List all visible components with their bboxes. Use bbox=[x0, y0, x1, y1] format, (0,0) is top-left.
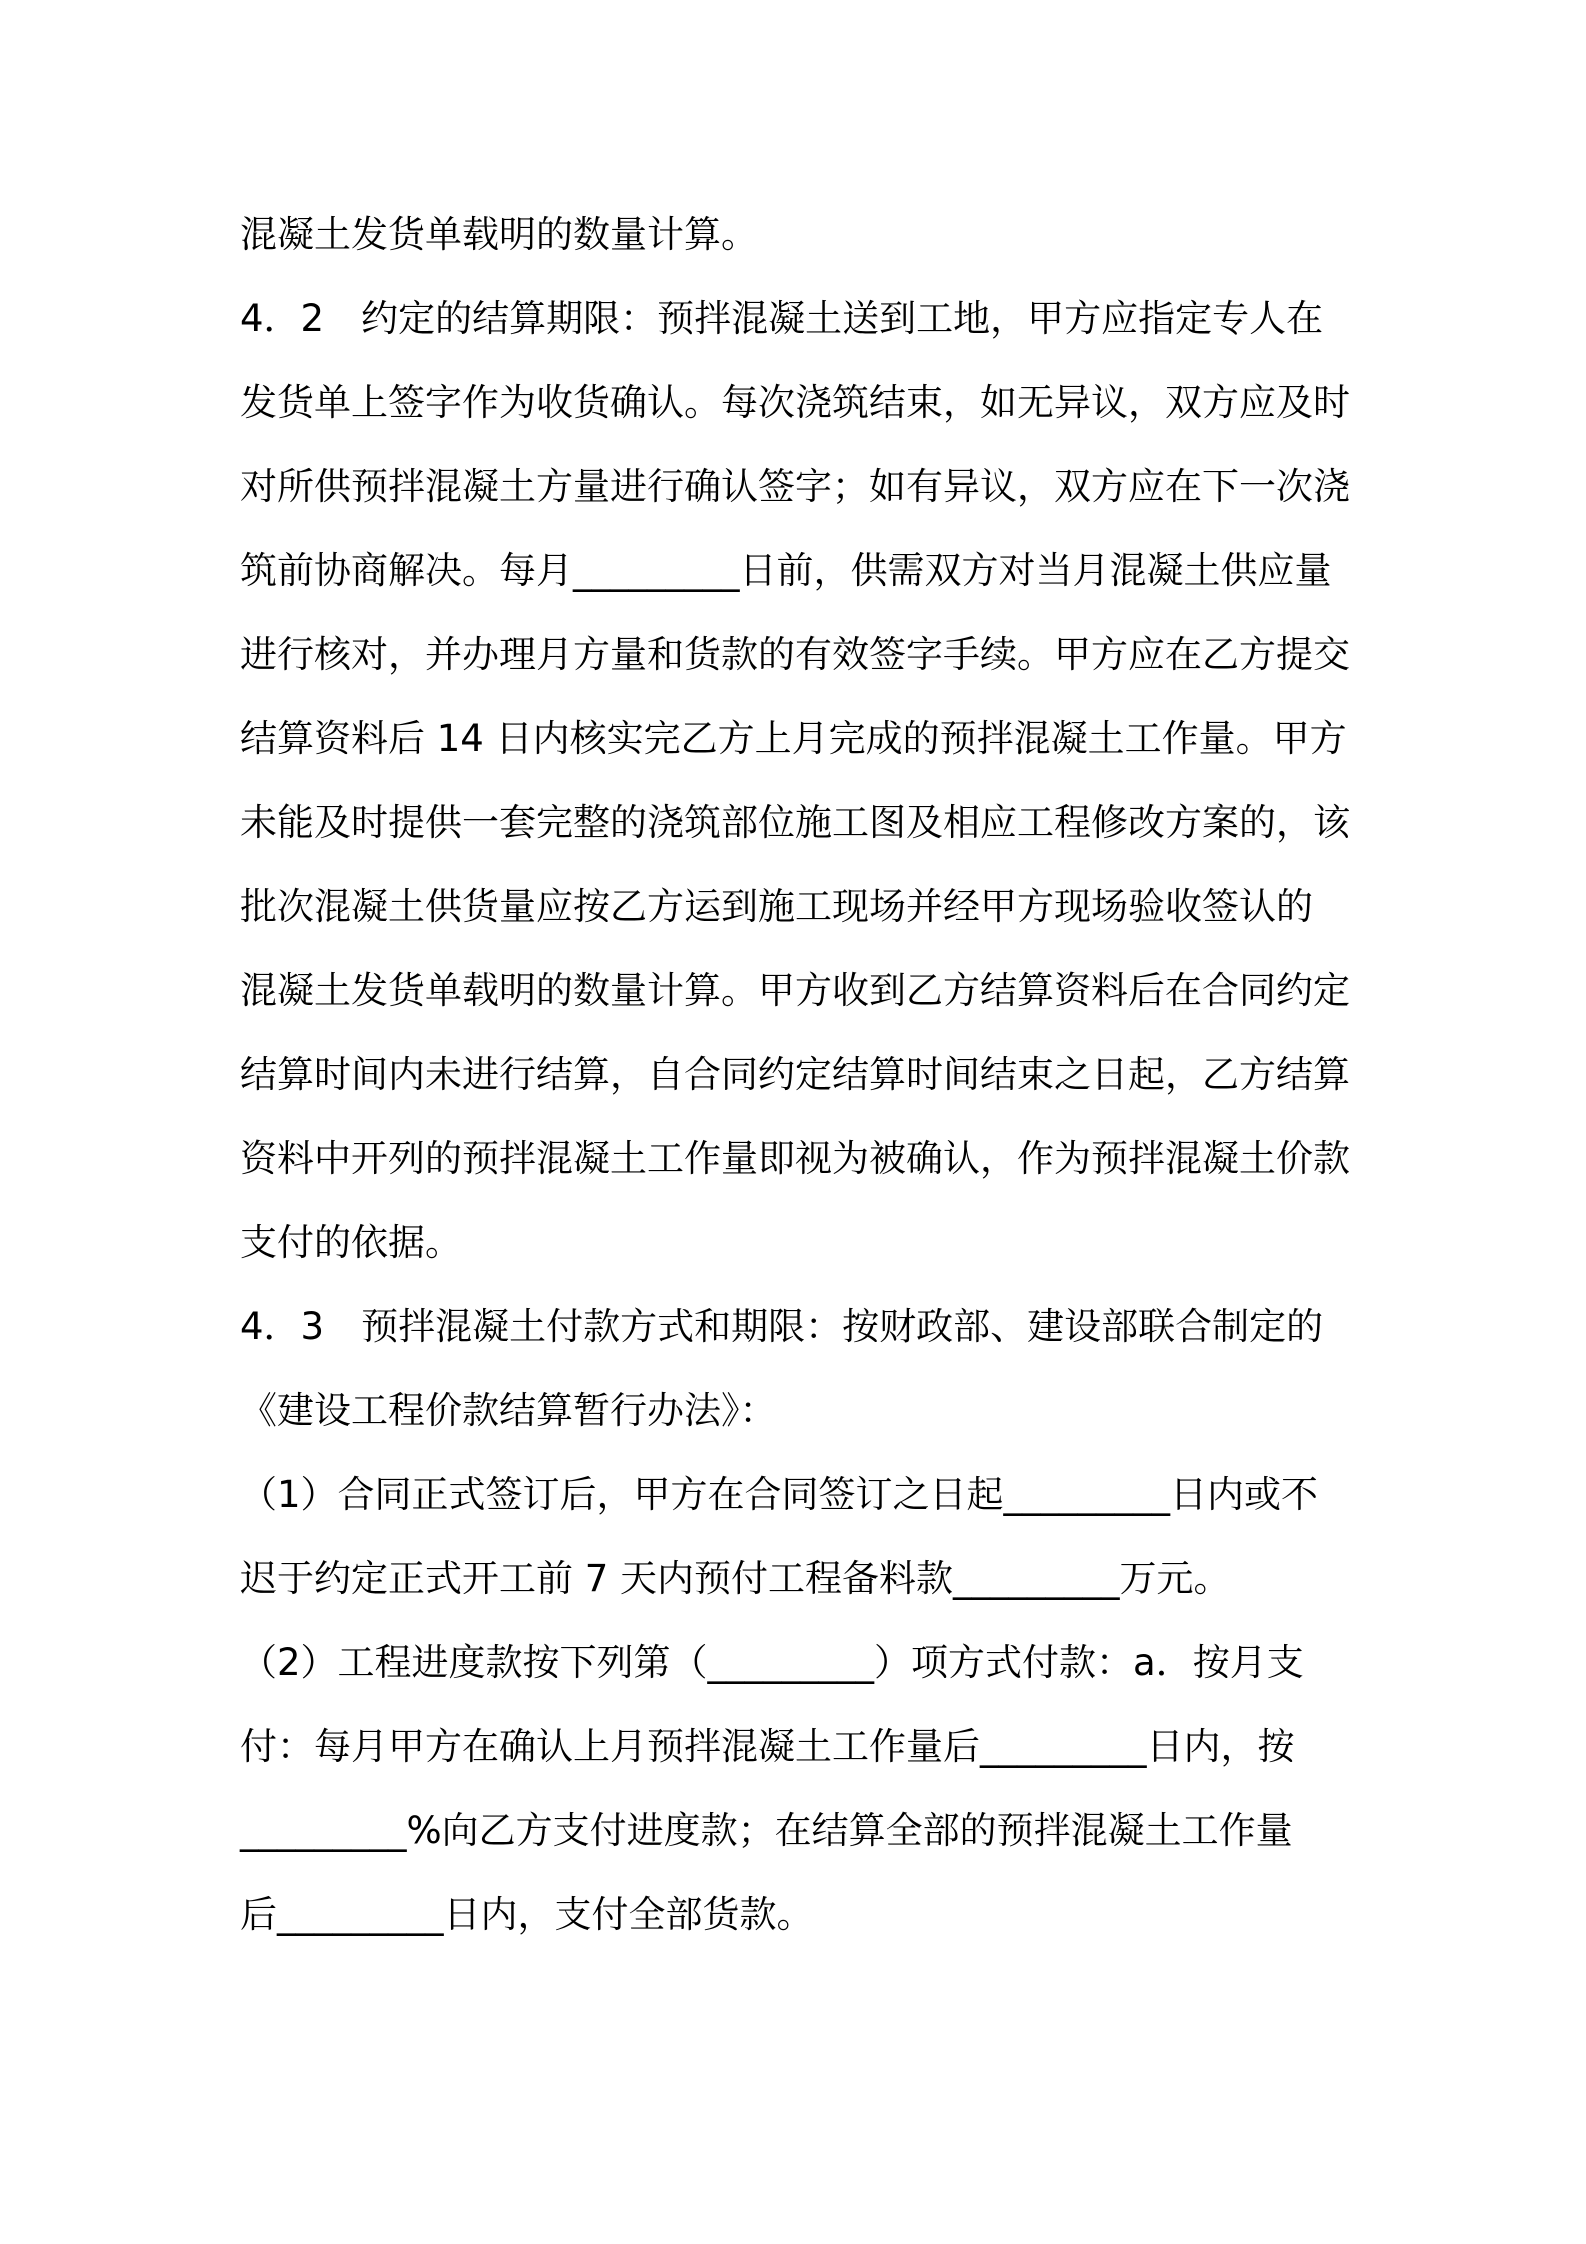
text-line: _________%向乙方支付进度款；在结算全部的预拌混凝土工作量 bbox=[240, 1809, 1293, 1852]
item-1-line: （1）合同正式签订后，甲方在合同签订之日起_________日内或不 bbox=[240, 1473, 1319, 1516]
text-line: 结算时间内未进行结算，自合同约定结算时间结束之日起，乙方结算 bbox=[240, 1053, 1350, 1096]
text-line: 《建设工程价款结算暂行办法》： bbox=[240, 1389, 777, 1432]
text-line: 批次混凝土供货量应按乙方运到施工现场并经甲方现场验收签认的 bbox=[240, 885, 1313, 928]
text-line: 混凝土发货单载明的数量计算。 bbox=[240, 213, 758, 256]
text-line: 混凝土发货单载明的数量计算。甲方收到乙方结算资料后在合同约定 bbox=[240, 969, 1350, 1012]
text-line: 支付的依据。 bbox=[240, 1221, 462, 1264]
text-line: 付：每月甲方在确认上月预拌混凝土工作量后_________日内，按 bbox=[240, 1725, 1295, 1768]
text-line: 筑前协商解决。每月_________日前，供需双方对当月混凝土供应量 bbox=[240, 549, 1332, 592]
text-line: 发货单上签字作为收货确认。每次浇筑结束，如无异议，双方应及时 bbox=[240, 381, 1350, 424]
text-line: 后_________日内，支付全部货款。 bbox=[240, 1893, 814, 1936]
item-2-line: （2）工程进度款按下列第（_________）项方式付款：a．按月支 bbox=[240, 1641, 1304, 1684]
contract-text-body bbox=[240, 193, 1360, 1957]
text-line: 进行核对，并办理月方量和货款的有效签字手续。甲方应在乙方提交 bbox=[240, 633, 1350, 676]
clause-4-3-heading-line: 4．3 预拌混凝土付款方式和期限：按财政部、建设部联合制定的 bbox=[240, 1305, 1324, 1348]
text-line: 迟于约定正式开工前 7 天内预付工程备料款_________万元。 bbox=[240, 1557, 1231, 1600]
text-line: 未能及时提供一套完整的浇筑部位施工图及相应工程修改方案的，该 bbox=[240, 801, 1350, 844]
text-line: 结算资料后 14 日内核实完乙方上月完成的预拌混凝土工作量。甲方 bbox=[240, 717, 1347, 760]
clause-4-2-heading-line: 4．2 约定的结算期限：预拌混凝土送到工地，甲方应指定专人在 bbox=[240, 297, 1324, 340]
text-line: 资料中开列的预拌混凝土工作量即视为被确认，作为预拌混凝土价款 bbox=[240, 1137, 1350, 1180]
text-line: 对所供预拌混凝土方量进行确认签字；如有异议，双方应在下一次浇 bbox=[240, 465, 1350, 508]
